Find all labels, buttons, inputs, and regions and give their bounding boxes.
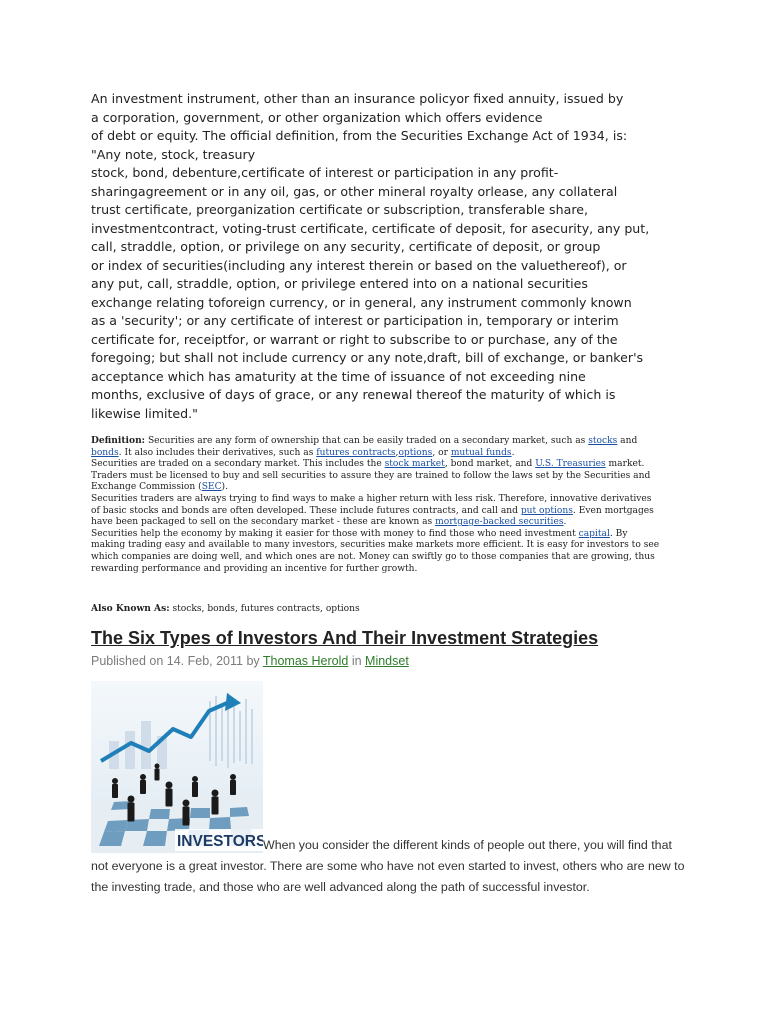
article-body (91, 835, 691, 898)
link-mutual-funds[interactable]: mutual funds (450, 447, 512, 458)
link-sec[interactable]: SEC (201, 482, 222, 493)
link-stock-market[interactable]: stock market (384, 459, 445, 470)
definition-text: market. Traders must be licensed to buy and sell securities to assure they are trained to follow the laws set by the Securities and Exchange Commission ( (91, 459, 651, 493)
link-futures-contracts[interactable]: futures contracts (316, 447, 396, 458)
also-known-as (91, 603, 663, 616)
definition-text: , or (432, 447, 451, 458)
definition-text: Securities are any form of ownership that can be easily traded on a secondary market, such as (145, 436, 589, 446)
definition-text: and (617, 436, 638, 446)
definition-text: , (395, 447, 399, 458)
definition-text: ). (221, 482, 228, 493)
link-us-treasuries[interactable]: U.S. Treasuries (535, 459, 606, 470)
link-options[interactable]: options (398, 447, 433, 458)
definition-section (91, 435, 663, 575)
article-title[interactable]: The Six Types of Investors And Their Investment Strategies (91, 628, 599, 648)
author-link[interactable]: Thomas Herold (262, 654, 349, 668)
definition-paragraph-1 (91, 435, 663, 459)
link-capital[interactable]: capital (578, 528, 610, 539)
link-bonds[interactable]: bonds (91, 447, 119, 458)
byline-in: in (348, 654, 366, 668)
investors-image (91, 681, 263, 853)
aka-text: stocks, bonds, futures contracts, options (169, 604, 360, 614)
link-put-options[interactable]: put options (520, 505, 573, 516)
investors-illustration (91, 681, 263, 853)
definition-text: . (511, 447, 515, 458)
definition-text: Securities help the economy by making it easier for those with money to find those who need investment (91, 528, 579, 539)
aka-label: Also Known As: (91, 603, 170, 614)
investors-caption: INVESTORS (177, 833, 263, 850)
article-body-text: When you consider the different kinds of people out there, you will find that not everyone is a great investor. There are some who have not even started to invest, others who are new to the investing trade, and those who are well advanced along the path of successful investor. (91, 838, 685, 894)
definition-text: . By making trading easy and available to many investors, securities make markets more efficient. It is easy for investors to see which companies are doing well, and which ones are not. Money can swiftly go to those companies that are growing, thus rewarding performance and providing an incentive for further growth. (91, 528, 660, 574)
definition-paragraph-2 (91, 459, 663, 494)
published-date: Published on 14. Feb, 2011 by (91, 654, 263, 668)
article-byline (91, 653, 409, 669)
link-stocks[interactable]: stocks (588, 436, 618, 446)
definition-text: . Even mortgages have been packaged to sell on the secondary market - these are known as (91, 505, 654, 528)
definition-text: , bond market, and (444, 459, 536, 470)
definition-paragraph-3 (91, 494, 663, 529)
category-link[interactable]: Mindset (365, 654, 409, 668)
intro-paragraph: An investment instrument, other than an insurance policyor fixed annuity, issued by a corporation, government, or other organization which offers evidence of debt or equity. The official definition, from the Securities Exchange Act of 1934, is: "Any note, stock, treasury stock, bond, debenture,certificate of interest or participation in any profit- sharingagreement or in any oil, gas, or other mineral royalty orlease, any collateral trust certificate, preorganization certificate or subscription, transferable share, investmentcontract, voting-trust certificate, certificate of deposit, for asecurity, any put, call, straddle, option, or privilege on any security, certificate of deposit, or group or index of securities(including any interest therein or based on the valuethereof), or any put, call, straddle, option, or privilege entered into on a national securities exchange relating toforeign currency, or in general, any instrument commonly known as a 'security'; or any certificate of interest or participation in, temporary or interim certificate for, receiptfor, or warrant or right to subscribe to or purchase, any of the foregoing; but shall not include currency or any note,draft, bill of exchange, or banker's acceptance which has amaturity at the time of issuance of not exceeding nine months, exclusive of days of grace, or any renewal thereof the maturity of which is likewise limited." (91, 91, 650, 421)
definition-label: Definition: (91, 435, 146, 446)
definition-text: . (563, 517, 567, 528)
link-mortgage-backed-securities[interactable]: mortgage-backed securities (435, 517, 564, 528)
definition-text: . It also includes their derivatives, such as (118, 447, 317, 458)
definition-text: Securities traders are always trying to find ways to make a higher return with less risk. Therefore, innovative derivatives of basic stocks and bonds are often developed. These include futures contracts, and call and (91, 493, 652, 516)
definition-text: Securities are traded on a secondary market. This includes the (91, 459, 385, 470)
definition-paragraph-4 (91, 529, 663, 575)
